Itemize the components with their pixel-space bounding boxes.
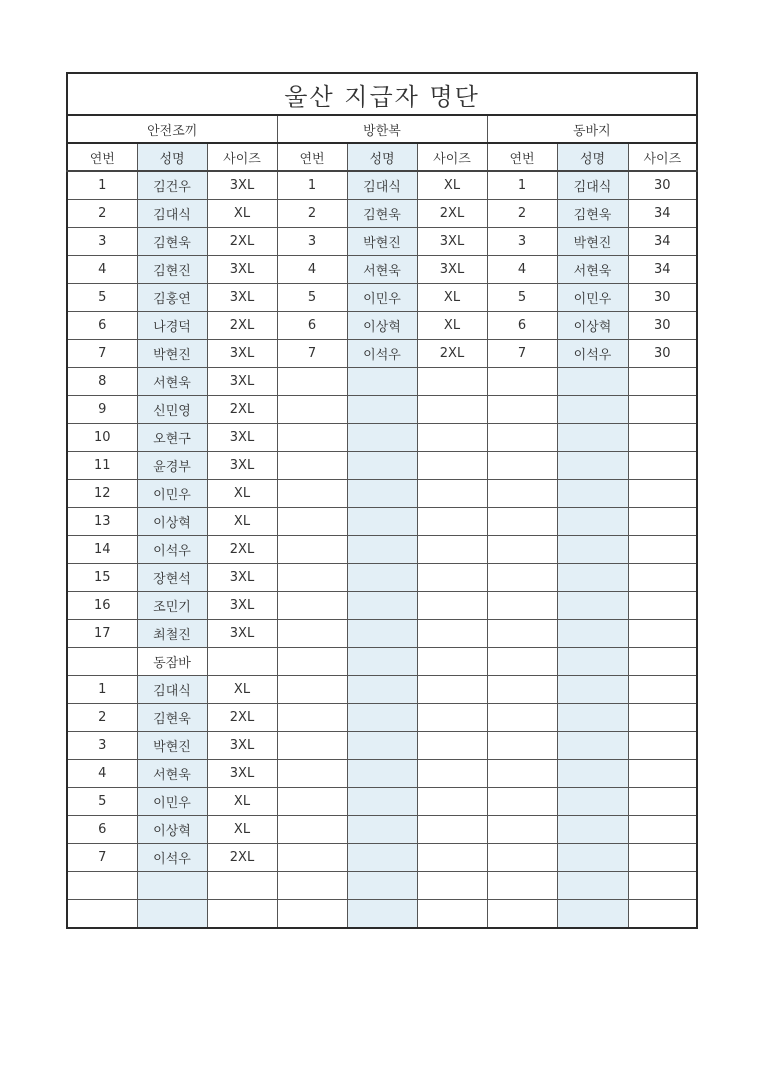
winter-jacket-number-cell [277,592,347,620]
safety-vest-number-cell: 16 [67,592,137,620]
winter-pants-name-cell [557,620,628,648]
table-row [67,592,697,620]
empty-size-cell [207,900,277,929]
winter-pants-number-cell [487,732,557,760]
safety-vest-name-cell: 김대식 [137,200,207,228]
winter-pants-name-cell [557,480,628,508]
winter-jacket-number-cell [277,424,347,452]
winter-jumper-number-cell: 5 [67,788,137,816]
winter-pants-name-cell [557,424,628,452]
winter-pants-number-cell [487,564,557,592]
safety-vest-number-cell: 4 [67,256,137,284]
winter-jumper-size-cell: XL [207,788,277,816]
winter-pants-size-cell: 30 [628,284,697,312]
winter-pants-name-cell [557,396,628,424]
empty-name-cell [137,872,207,900]
winter-pants-size-cell [628,536,697,564]
winter-jacket-size-cell [417,872,487,900]
winter-jacket-number-cell [277,648,347,676]
safety-vest-size-cell: 3XL [207,424,277,452]
winter-jumper-name-cell: 서현욱 [137,760,207,788]
winter-jacket-name-cell [347,592,417,620]
winter-jacket-name-cell [347,480,417,508]
safety-vest-name-cell: 신민영 [137,396,207,424]
table-row [67,900,697,929]
winter-pants-name-cell [557,676,628,704]
page-title: 울산 지급자 명단 [67,73,697,115]
table-row [67,256,697,284]
winter-jacket-name-cell [347,368,417,396]
safety-vest-name-cell: 김홍연 [137,284,207,312]
winter-jumper-name-cell: 김현욱 [137,704,207,732]
winter-jacket-size-cell: XL [417,284,487,312]
winter-jacket-name-cell [347,900,417,929]
winter-pants-size-cell [628,788,697,816]
winter-pants-name-cell [557,900,628,929]
safety-vest-name-cell: 박현진 [137,340,207,368]
winter-pants-number-cell [487,704,557,732]
winter-jacket-name-cell [347,648,417,676]
winter-jumper-size-cell: 3XL [207,760,277,788]
winter-pants-name-cell [557,536,628,564]
winter-pants-size-cell [628,452,697,480]
winter-jacket-number-cell [277,396,347,424]
winter-pants-size-cell [628,760,697,788]
winter-pants-name-cell: 이민우 [557,284,628,312]
safety-vest-number-cell: 8 [67,368,137,396]
safety-vest-size-cell: XL [207,480,277,508]
safety-vest-number-cell: 15 [67,564,137,592]
winter-jumper-blank-cell [207,648,277,676]
safety-vest-size-cell: 3XL [207,620,277,648]
winter-pants-number-cell [487,396,557,424]
group-header-winter-jacket: 방한복 [277,115,487,143]
table-row [67,424,697,452]
winter-pants-name-cell: 박현진 [557,228,628,256]
table-row [67,704,697,732]
column-header-number: 연번 [487,143,557,171]
winter-jumper-size-cell: 3XL [207,732,277,760]
winter-jumper-name-cell: 이석우 [137,844,207,872]
winter-jumper-number-cell: 3 [67,732,137,760]
table-row [67,844,697,872]
winter-jacket-size-cell: 2XL [417,340,487,368]
recipient-list-table [66,72,698,929]
table-row [67,228,697,256]
safety-vest-number-cell: 9 [67,396,137,424]
winter-jacket-size-cell [417,592,487,620]
winter-pants-size-cell [628,368,697,396]
column-header-number: 연번 [67,143,137,171]
table-row [67,312,697,340]
table-row [67,760,697,788]
winter-pants-name-cell: 김대식 [557,171,628,200]
safety-vest-name-cell: 윤경부 [137,452,207,480]
winter-jacket-size-cell [417,508,487,536]
safety-vest-name-cell: 장현석 [137,564,207,592]
winter-jacket-name-cell: 김현욱 [347,200,417,228]
winter-pants-number-cell: 3 [487,228,557,256]
winter-pants-number-cell [487,872,557,900]
winter-jacket-name-cell [347,760,417,788]
group-header-safety-vest: 안전조끼 [67,115,277,143]
safety-vest-size-cell: 3XL [207,564,277,592]
safety-vest-number-cell: 1 [67,171,137,200]
winter-jacket-name-cell [347,704,417,732]
safety-vest-name-cell: 김현진 [137,256,207,284]
winter-jacket-size-cell [417,564,487,592]
winter-pants-number-cell [487,368,557,396]
winter-pants-name-cell [557,816,628,844]
winter-jacket-name-cell: 김대식 [347,171,417,200]
table-row [67,340,697,368]
winter-pants-size-cell [628,620,697,648]
table-row [67,732,697,760]
winter-jacket-name-cell: 이석우 [347,340,417,368]
winter-pants-number-cell: 4 [487,256,557,284]
winter-jacket-size-cell [417,704,487,732]
winter-jacket-number-cell: 3 [277,228,347,256]
safety-vest-size-cell: 2XL [207,396,277,424]
winter-jacket-size-cell [417,368,487,396]
winter-jacket-name-cell [347,620,417,648]
winter-jacket-name-cell [347,788,417,816]
winter-pants-number-cell [487,760,557,788]
winter-pants-size-cell [628,816,697,844]
winter-jacket-size-cell [417,620,487,648]
winter-jacket-size-cell [417,844,487,872]
safety-vest-number-cell: 2 [67,200,137,228]
safety-vest-number-cell: 5 [67,284,137,312]
winter-pants-number-cell: 6 [487,312,557,340]
winter-jacket-name-cell [347,508,417,536]
winter-jacket-number-cell: 5 [277,284,347,312]
winter-pants-number-cell [487,620,557,648]
winter-jumper-size-cell: XL [207,676,277,704]
safety-vest-name-cell: 이민우 [137,480,207,508]
winter-jacket-name-cell [347,732,417,760]
winter-jacket-size-cell: 3XL [417,228,487,256]
winter-pants-name-cell: 이석우 [557,340,628,368]
winter-pants-name-cell [557,648,628,676]
winter-jacket-number-cell: 2 [277,200,347,228]
winter-pants-number-cell [487,648,557,676]
table-row [67,508,697,536]
empty-number-cell [67,900,137,929]
table-row [67,564,697,592]
winter-jacket-number-cell [277,536,347,564]
winter-pants-number-cell [487,844,557,872]
table-row [67,536,697,564]
winter-jumper-number-cell: 4 [67,760,137,788]
winter-jacket-size-cell [417,424,487,452]
table-row [67,368,697,396]
winter-pants-number-cell: 1 [487,171,557,200]
winter-pants-number-cell [487,508,557,536]
winter-pants-number-cell: 5 [487,284,557,312]
winter-jacket-name-cell: 이상혁 [347,312,417,340]
winter-pants-number-cell [487,900,557,929]
winter-jumper-name-cell: 이민우 [137,788,207,816]
winter-pants-size-cell [628,648,697,676]
winter-jacket-size-cell [417,452,487,480]
winter-pants-number-cell [487,424,557,452]
winter-jacket-number-cell: 7 [277,340,347,368]
winter-pants-size-cell [628,844,697,872]
winter-pants-name-cell: 이상혁 [557,312,628,340]
safety-vest-number-cell: 17 [67,620,137,648]
winter-jumper-number-cell: 2 [67,704,137,732]
safety-vest-number-cell: 10 [67,424,137,452]
table-row [67,648,697,676]
safety-vest-size-cell: 3XL [207,368,277,396]
winter-jacket-name-cell [347,396,417,424]
table-row [67,620,697,648]
winter-jacket-name-cell [347,424,417,452]
winter-jacket-number-cell [277,844,347,872]
winter-pants-name-cell [557,508,628,536]
winter-pants-size-cell: 34 [628,228,697,256]
winter-pants-size-cell: 34 [628,200,697,228]
table-row [67,676,697,704]
winter-pants-name-cell [557,368,628,396]
group-header-winter-pants: 동바지 [487,115,697,143]
winter-pants-number-cell [487,452,557,480]
group-header-winter-jumper: 동잠바 [137,648,207,676]
winter-pants-size-cell [628,396,697,424]
winter-pants-size-cell [628,592,697,620]
winter-jumper-size-cell: 2XL [207,704,277,732]
safety-vest-size-cell: 2XL [207,228,277,256]
safety-vest-size-cell: 3XL [207,256,277,284]
winter-jacket-size-cell [417,396,487,424]
winter-jacket-number-cell: 4 [277,256,347,284]
safety-vest-name-cell: 이상혁 [137,508,207,536]
winter-pants-name-cell [557,760,628,788]
winter-jacket-name-cell [347,536,417,564]
table-row [67,480,697,508]
winter-pants-number-cell: 7 [487,340,557,368]
winter-pants-number-cell [487,536,557,564]
winter-jacket-number-cell: 6 [277,312,347,340]
winter-jacket-number-cell [277,900,347,929]
safety-vest-size-cell: 3XL [207,340,277,368]
winter-pants-name-cell [557,844,628,872]
winter-jumper-name-cell: 김대식 [137,676,207,704]
winter-jacket-size-cell [417,676,487,704]
empty-size-cell [207,872,277,900]
winter-pants-size-cell [628,704,697,732]
safety-vest-name-cell: 서현욱 [137,368,207,396]
winter-jacket-number-cell [277,816,347,844]
winter-jacket-size-cell [417,480,487,508]
winter-pants-size-cell [628,564,697,592]
table-row [67,171,697,200]
winter-jacket-name-cell [347,872,417,900]
table-row [67,396,697,424]
winter-jacket-number-cell [277,760,347,788]
safety-vest-number-cell: 12 [67,480,137,508]
winter-pants-size-cell [628,872,697,900]
winter-jacket-size-cell [417,900,487,929]
winter-jumper-size-cell: XL [207,816,277,844]
winter-jacket-number-cell: 1 [277,171,347,200]
column-header-number: 연번 [277,143,347,171]
table-row [67,788,697,816]
table-row [67,872,697,900]
winter-pants-size-cell [628,480,697,508]
winter-pants-size-cell: 30 [628,340,697,368]
winter-pants-size-cell: 34 [628,256,697,284]
winter-jacket-size-cell: 3XL [417,256,487,284]
safety-vest-size-cell: 2XL [207,536,277,564]
winter-pants-size-cell: 30 [628,312,697,340]
winter-jacket-name-cell: 서현욱 [347,256,417,284]
table-row [67,452,697,480]
winter-pants-name-cell: 김현욱 [557,200,628,228]
safety-vest-number-cell: 11 [67,452,137,480]
winter-jumper-name-cell: 이상혁 [137,816,207,844]
safety-vest-size-cell: 3XL [207,171,277,200]
safety-vest-number-cell: 13 [67,508,137,536]
safety-vest-name-cell: 최철진 [137,620,207,648]
winter-jacket-size-cell [417,732,487,760]
column-header-name: 성명 [137,143,207,171]
winter-pants-size-cell [628,424,697,452]
safety-vest-name-cell: 조민기 [137,592,207,620]
winter-pants-name-cell [557,564,628,592]
winter-pants-size-cell: 30 [628,171,697,200]
winter-pants-name-cell [557,592,628,620]
winter-jacket-size-cell [417,816,487,844]
table-row [67,284,697,312]
winter-jacket-name-cell [347,816,417,844]
winter-jacket-number-cell [277,368,347,396]
winter-jumper-name-cell: 박현진 [137,732,207,760]
winter-jacket-number-cell [277,704,347,732]
safety-vest-number-cell: 7 [67,340,137,368]
safety-vest-name-cell: 나경덕 [137,312,207,340]
safety-vest-size-cell: XL [207,508,277,536]
winter-pants-size-cell [628,508,697,536]
safety-vest-size-cell: 2XL [207,312,277,340]
safety-vest-name-cell: 이석우 [137,536,207,564]
winter-jacket-number-cell [277,676,347,704]
winter-jacket-number-cell [277,732,347,760]
winter-jacket-size-cell [417,648,487,676]
winter-pants-size-cell [628,900,697,929]
safety-vest-size-cell: 3XL [207,452,277,480]
winter-pants-size-cell [628,676,697,704]
winter-pants-number-cell [487,788,557,816]
winter-jacket-name-cell [347,844,417,872]
table-row [67,816,697,844]
winter-jacket-name-cell: 박현진 [347,228,417,256]
column-header-size: 사이즈 [417,143,487,171]
winter-jacket-name-cell [347,452,417,480]
column-header-size: 사이즈 [207,143,277,171]
safety-vest-size-cell: XL [207,200,277,228]
winter-jumper-number-cell: 7 [67,844,137,872]
column-header-size: 사이즈 [628,143,697,171]
winter-pants-name-cell [557,872,628,900]
winter-jacket-number-cell [277,788,347,816]
winter-jacket-number-cell [277,564,347,592]
safety-vest-number-cell: 3 [67,228,137,256]
winter-jacket-size-cell [417,760,487,788]
winter-jacket-number-cell [277,480,347,508]
winter-jacket-number-cell [277,508,347,536]
winter-jacket-number-cell [277,872,347,900]
table-row [67,200,697,228]
column-header-name: 성명 [557,143,628,171]
winter-jacket-size-cell: XL [417,312,487,340]
winter-pants-name-cell [557,452,628,480]
winter-jacket-number-cell [277,452,347,480]
winter-jacket-size-cell: 2XL [417,200,487,228]
winter-pants-number-cell [487,592,557,620]
winter-pants-size-cell [628,732,697,760]
winter-jacket-name-cell: 이민우 [347,284,417,312]
safety-vest-number-cell: 6 [67,312,137,340]
winter-jacket-name-cell [347,676,417,704]
safety-vest-name-cell: 김건우 [137,171,207,200]
winter-pants-name-cell [557,704,628,732]
winter-jumper-number-cell: 1 [67,676,137,704]
column-header-name: 성명 [347,143,417,171]
safety-vest-name-cell: 오현구 [137,424,207,452]
winter-jacket-size-cell [417,788,487,816]
safety-vest-size-cell: 3XL [207,592,277,620]
winter-jacket-size-cell: XL [417,171,487,200]
winter-jacket-size-cell [417,536,487,564]
winter-pants-number-cell [487,480,557,508]
winter-jacket-name-cell [347,564,417,592]
empty-number-cell [67,872,137,900]
winter-pants-name-cell [557,788,628,816]
winter-jumper-size-cell: 2XL [207,844,277,872]
winter-jacket-number-cell [277,620,347,648]
winter-pants-number-cell: 2 [487,200,557,228]
safety-vest-name-cell: 김현욱 [137,228,207,256]
winter-pants-name-cell: 서현욱 [557,256,628,284]
winter-pants-number-cell [487,816,557,844]
safety-vest-size-cell: 3XL [207,284,277,312]
winter-pants-name-cell [557,732,628,760]
winter-pants-number-cell [487,676,557,704]
empty-name-cell [137,900,207,929]
winter-jumper-blank-cell [67,648,137,676]
winter-jumper-number-cell: 6 [67,816,137,844]
safety-vest-number-cell: 14 [67,536,137,564]
